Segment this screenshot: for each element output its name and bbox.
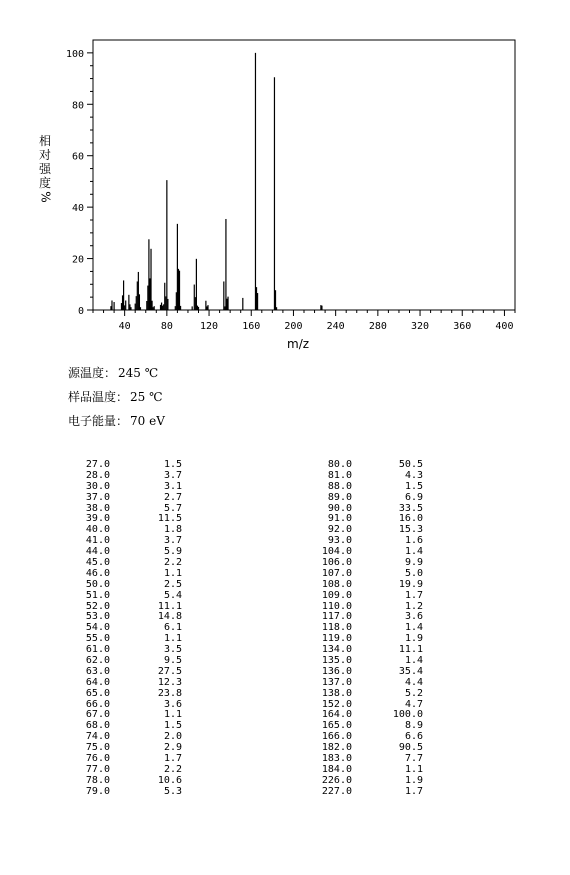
peak-mz: 40.0 [85,524,110,536]
peak-abundance: 5.3 [163,785,182,797]
peak-abundance: 3.1 [163,480,182,492]
x-tick-label: 360 [453,321,472,332]
peak-mz: 68.0 [85,720,110,732]
peak-mz: 109.0 [321,589,352,601]
peak-mz: 28.0 [85,469,110,481]
peak-mz: 90.0 [327,502,352,514]
peak-mz: 37.0 [85,491,110,503]
peak-abundance: 11.5 [157,513,182,525]
peak-mz: 65.0 [85,687,110,699]
peak-abundance: 3.5 [163,644,182,656]
peak-mz: 50.0 [85,578,110,590]
peak-abundance: 4.4 [404,676,423,688]
peak-abundance: 1.5 [163,720,182,732]
peak-mz: 134.0 [321,644,352,656]
peak-mz: 226.0 [321,774,352,786]
peak-abundance: 7.7 [404,753,423,765]
peak-abundance: 4.3 [404,469,423,481]
peak-mz: 45.0 [85,557,110,569]
plot-frame [93,40,515,310]
peak-mz: 119.0 [321,633,352,645]
y-tick-label: 40 [71,203,84,215]
peak-mz: 62.0 [85,655,110,667]
peak-mz: 75.0 [85,742,110,754]
peak-abundance: 12.3 [157,676,182,688]
peak-mz: 54.0 [85,622,110,634]
peak-abundance: 10.6 [157,774,182,786]
mass-spectrum-chart [0,0,570,345]
peak-mz: 39.0 [85,513,110,525]
condition-label: 电子能量： [68,414,129,428]
peak-abundance: 1.8 [163,524,182,536]
peak-abundance: 2.2 [163,557,182,569]
peak-abundance: 1.4 [404,655,423,667]
measurement-conditions [68,361,167,433]
x-tick-label: 240 [326,321,345,332]
peak-mz: 88.0 [327,480,352,492]
source-temperature [68,361,167,385]
peak-mz: 64.0 [85,676,110,688]
peak-mz: 165.0 [321,720,352,732]
peak-abundance: 90.5 [398,742,423,754]
y-tick-labels [66,49,84,317]
peak-abundance: 14.8 [157,611,182,623]
peak-mz: 74.0 [85,731,110,743]
peak-abundance: 100.0 [392,709,423,721]
peak-mz: 135.0 [321,655,352,667]
peak-mz: 91.0 [327,513,352,525]
y-tick-label: 80 [71,100,84,112]
peak-abundance: 1.1 [163,709,182,721]
peak-abundance: 1.4 [404,622,423,634]
peak-mz: 138.0 [321,687,352,699]
peak-abundance: 15.3 [398,524,423,536]
peak-abundance: 19.9 [398,578,423,590]
peak-abundance: 1.2 [404,600,423,612]
peak-abundance: 9.5 [163,655,182,667]
peak-mz: 108.0 [321,578,352,590]
y-tick-label: 0 [77,306,84,317]
condition-label: 源温度： [68,366,117,380]
peak-mz: 89.0 [327,491,352,503]
peak-mz: 78.0 [85,774,110,786]
peak-abundance: 5.2 [404,687,423,699]
peak-abundance: 3.6 [404,611,423,623]
peak-mz: 93.0 [327,535,352,547]
condition-label: 样品温度： [68,390,129,404]
peak-mz: 104.0 [321,546,352,558]
peak-mz: 52.0 [85,600,110,612]
peak-abundance: 1.5 [404,480,423,492]
x-tick-label: 120 [200,321,219,332]
peak-mz: 77.0 [85,763,110,775]
x-tick-label: 320 [411,321,430,332]
peak-abundance: 2.5 [163,578,182,590]
peak-abundance: 1.5 [163,459,182,470]
peak-mz: 38.0 [85,502,110,514]
peak-abundance: 1.9 [404,774,423,786]
peak-mz: 53.0 [85,611,110,623]
peak-mz: 61.0 [85,644,110,656]
y-tick-label: 60 [71,151,84,163]
peak-abundance: 33.5 [398,502,423,514]
peak-abundance: 1.7 [404,785,423,797]
peak-abundance: 5.0 [404,567,423,579]
peak-abundance: 3.6 [163,698,182,710]
peak-abundance: 1.1 [404,763,423,775]
peak-mz: 63.0 [85,665,110,677]
x-tick-label: 160 [242,321,261,332]
peak-abundance: 1.1 [163,567,182,579]
peak-abundance: 1.1 [163,633,182,645]
condition-value: 70 eV [130,414,165,428]
condition-value: 245 ℃ [118,366,159,380]
peak-abundance: 5.7 [163,502,182,514]
peak-abundance: 1.9 [404,633,423,645]
peak-abundance: 6.6 [404,731,423,743]
sample-temperature [68,385,167,409]
peak-abundance: 4.7 [404,698,423,710]
peak-mz: 227.0 [321,785,352,797]
peak-abundance: 1.7 [163,753,182,765]
peak-mz: 117.0 [321,611,352,623]
peak-mz: 51.0 [85,589,110,601]
x-tick-label: 80 [160,321,173,332]
peak-abundance: 35.4 [398,665,423,677]
peak-mz: 30.0 [85,480,110,492]
peak-mz: 46.0 [85,567,110,579]
peak-abundance: 6.9 [404,491,423,503]
peak-abundance: 2.2 [163,763,182,775]
peak-abundance: 23.8 [157,687,182,699]
peak-mz: 110.0 [321,600,352,612]
peak-mz: 81.0 [327,469,352,481]
x-axis-label: m/z [287,337,310,351]
peak-abundance: 8.9 [404,720,423,732]
y-axis-unit: % [39,191,53,203]
peak-abundance: 11.1 [157,600,182,612]
peak-abundance: 11.1 [398,644,423,656]
peak-mz: 137.0 [321,676,352,688]
peak-abundance: 50.5 [398,459,423,470]
peak-abundance: 2.7 [163,491,182,503]
x-tick-label: 200 [284,321,303,332]
peak-abundance: 2.9 [163,742,182,754]
x-tick-labels [119,321,514,332]
peak-abundance: 3.7 [163,469,182,481]
peak-mz: 76.0 [85,753,110,765]
peak-mz: 164.0 [321,709,352,721]
spectrum-peaks [111,53,322,310]
peak-mz: 152.0 [321,698,352,710]
peak-abundance: 5.9 [163,546,182,558]
peak-mz: 27.0 [85,459,110,470]
condition-value: 25 ℃ [130,390,163,404]
x-tick-label: 280 [368,321,387,332]
peak-mz: 166.0 [321,731,352,743]
peak-abundance: 1.6 [404,535,423,547]
peak-abundance: 16.0 [398,513,423,525]
peak-mz: 55.0 [85,633,110,645]
peak-mz: 184.0 [321,763,352,775]
peak-mz: 79.0 [85,785,110,797]
peak-abundance: 2.0 [163,731,182,743]
peak-mz: 44.0 [85,546,110,558]
peak-abundance: 1.7 [404,589,423,601]
peak-mz: 106.0 [321,557,352,569]
peak-mz: 67.0 [85,709,110,721]
peak-abundance: 5.4 [163,589,182,601]
y-axis-label [38,134,54,204]
peak-mz: 80.0 [327,459,352,470]
electron-energy [68,409,167,433]
peak-mz: 118.0 [321,622,352,634]
peak-mz: 41.0 [85,535,110,547]
peak-abundance: 6.1 [163,622,182,634]
peak-mz: 66.0 [85,698,110,710]
y-axis-title: 相对强度 [38,134,51,190]
y-tick-label: 100 [65,48,84,60]
peak-abundance: 1.4 [404,546,423,558]
peak-mz: 183.0 [321,753,352,765]
peak-abundance: 9.9 [404,557,423,569]
peak-mz: 182.0 [321,742,352,754]
peak-abundance: 3.7 [163,535,182,547]
peak-mz: 107.0 [321,567,352,579]
peak-abundance: 27.5 [157,665,182,677]
y-tick-label: 20 [71,254,84,266]
peak-mz: 136.0 [321,665,352,677]
peak-mz: 92.0 [327,524,352,536]
x-tick-label: 40 [118,321,131,332]
x-tick-label: 400 [495,321,514,332]
